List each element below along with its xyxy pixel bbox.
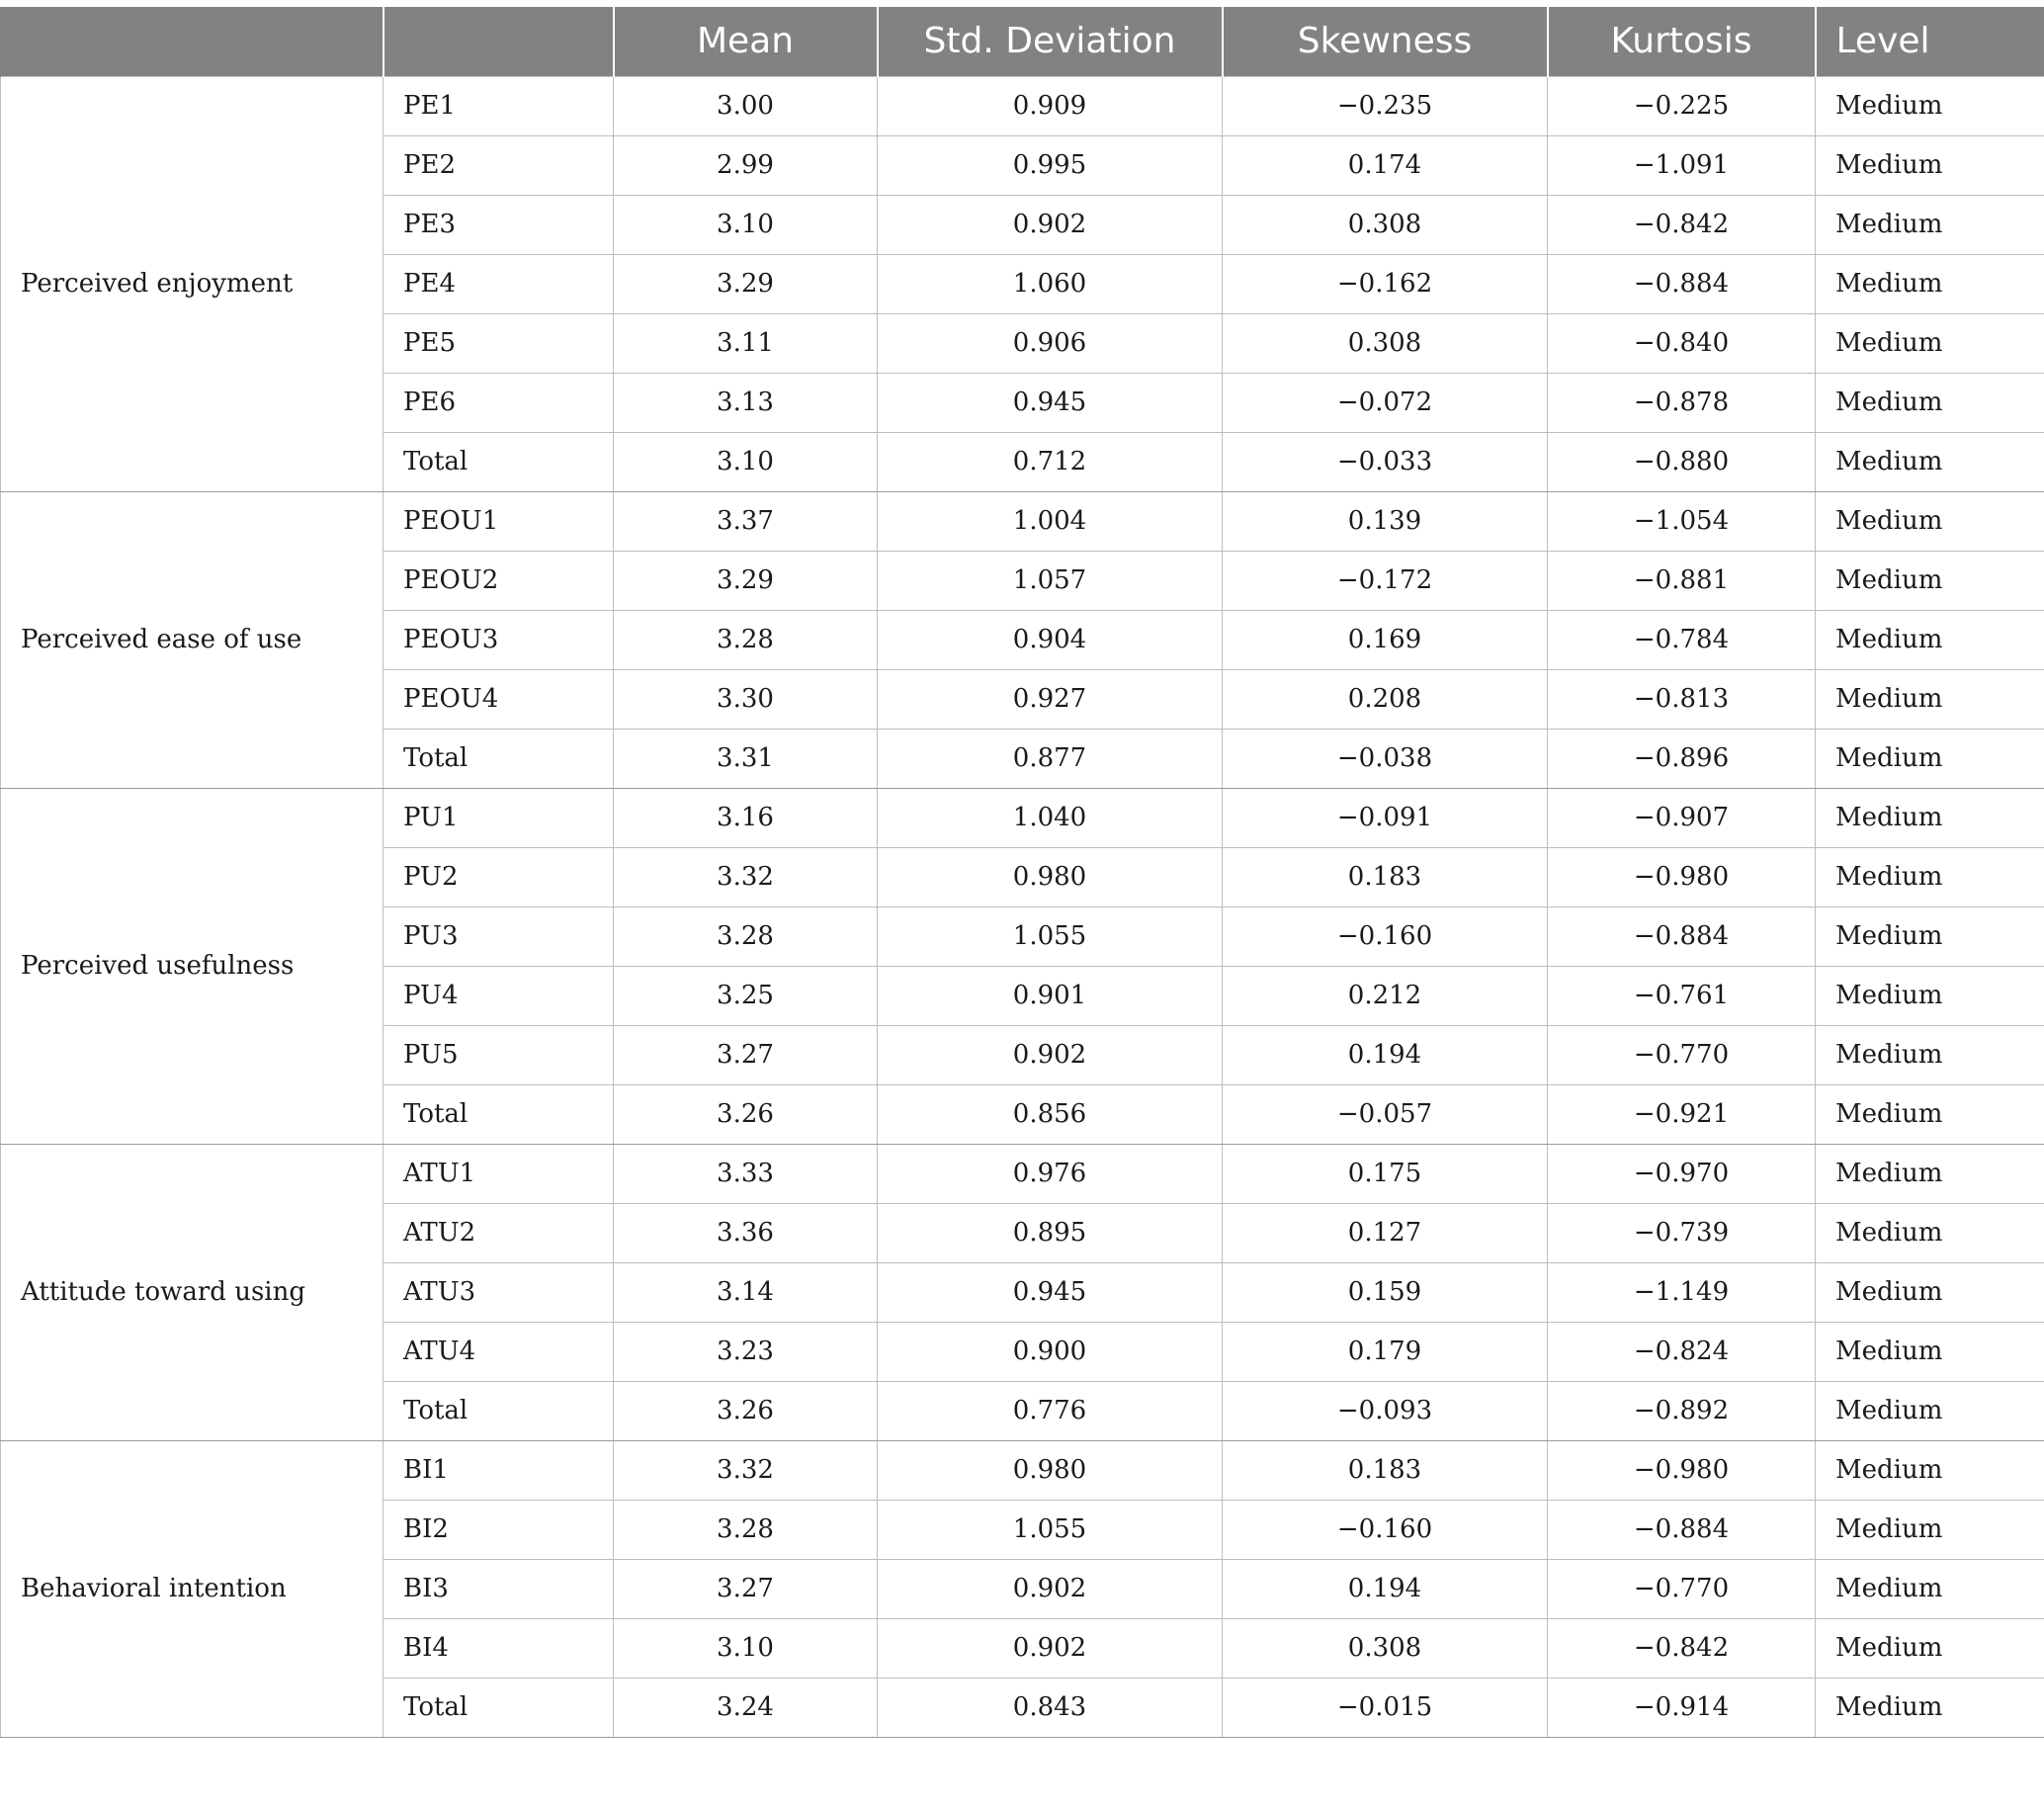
item-cell: PE5: [383, 313, 614, 373]
std-deviation-cell: 0.900: [878, 1322, 1223, 1381]
std-deviation-cell: 1.040: [878, 788, 1223, 847]
kurtosis-cell: −1.091: [1548, 135, 1816, 195]
level-cell: Medium: [1816, 1262, 2044, 1322]
kurtosis-cell: −0.770: [1548, 1025, 1816, 1084]
mean-cell: 3.26: [614, 1084, 878, 1144]
level-cell: Medium: [1816, 1559, 2044, 1618]
skewness-cell: 0.169: [1223, 610, 1548, 669]
mean-cell: 3.23: [614, 1322, 878, 1381]
mean-cell: 3.27: [614, 1559, 878, 1618]
kurtosis-cell: −0.921: [1548, 1084, 1816, 1144]
std-deviation-cell: 0.904: [878, 610, 1223, 669]
kurtosis-cell: −0.884: [1548, 1500, 1816, 1559]
mean-cell: 3.29: [614, 551, 878, 610]
kurtosis-cell: −0.884: [1548, 906, 1816, 966]
skewness-cell: 0.127: [1223, 1203, 1548, 1262]
item-cell: PEOU3: [383, 610, 614, 669]
descriptive-statistics-table: [0, 7, 2044, 1738]
level-cell: Medium: [1816, 313, 2044, 373]
mean-cell: 3.10: [614, 195, 878, 254]
mean-cell: 3.32: [614, 1440, 878, 1500]
level-cell: Medium: [1816, 1381, 2044, 1440]
header-construct: [1, 7, 383, 76]
header-level: Level: [1816, 7, 2044, 76]
std-deviation-cell: 0.906: [878, 313, 1223, 373]
skewness-cell: 0.159: [1223, 1262, 1548, 1322]
std-deviation-cell: 0.980: [878, 847, 1223, 906]
std-deviation-cell: 0.902: [878, 1559, 1223, 1618]
skewness-cell: −0.235: [1223, 76, 1548, 135]
std-deviation-cell: 0.976: [878, 1144, 1223, 1203]
skewness-cell: −0.172: [1223, 551, 1548, 610]
mean-cell: 3.11: [614, 313, 878, 373]
construct-cell: Behavioral intention: [1, 1440, 383, 1737]
skewness-cell: −0.072: [1223, 373, 1548, 432]
level-cell: Medium: [1816, 906, 2044, 966]
level-cell: Medium: [1816, 1500, 2044, 1559]
skewness-cell: 0.175: [1223, 1144, 1548, 1203]
kurtosis-cell: −0.824: [1548, 1322, 1816, 1381]
level-cell: Medium: [1816, 1440, 2044, 1500]
level-cell: Medium: [1816, 491, 2044, 551]
skewness-cell: 0.139: [1223, 491, 1548, 551]
mean-cell: 3.31: [614, 729, 878, 788]
kurtosis-cell: −0.770: [1548, 1559, 1816, 1618]
level-cell: Medium: [1816, 76, 2044, 135]
level-cell: Medium: [1816, 669, 2044, 729]
table-body: [1, 76, 2044, 1737]
skewness-cell: 0.174: [1223, 135, 1548, 195]
kurtosis-cell: −0.878: [1548, 373, 1816, 432]
std-deviation-cell: 1.060: [878, 254, 1223, 313]
construct-cell: Perceived usefulness: [1, 788, 383, 1144]
mean-cell: 3.29: [614, 254, 878, 313]
item-cell: BI1: [383, 1440, 614, 1500]
skewness-cell: 0.308: [1223, 1618, 1548, 1678]
mean-cell: 3.24: [614, 1678, 878, 1737]
header-kurtosis: Kurtosis: [1548, 7, 1816, 76]
level-cell: Medium: [1816, 195, 2044, 254]
level-cell: Medium: [1816, 432, 2044, 491]
kurtosis-cell: −0.880: [1548, 432, 1816, 491]
table-row: [1, 491, 2044, 551]
item-cell: Total: [383, 729, 614, 788]
item-cell: BI4: [383, 1618, 614, 1678]
std-deviation-cell: 0.902: [878, 1025, 1223, 1084]
level-cell: Medium: [1816, 847, 2044, 906]
item-cell: Total: [383, 432, 614, 491]
skewness-cell: 0.194: [1223, 1559, 1548, 1618]
std-deviation-cell: 0.945: [878, 373, 1223, 432]
mean-cell: 3.13: [614, 373, 878, 432]
kurtosis-cell: −0.980: [1548, 1440, 1816, 1500]
std-deviation-cell: 0.980: [878, 1440, 1223, 1500]
std-deviation-cell: 0.902: [878, 1618, 1223, 1678]
mean-cell: 3.28: [614, 610, 878, 669]
kurtosis-cell: −0.739: [1548, 1203, 1816, 1262]
item-cell: Total: [383, 1678, 614, 1737]
kurtosis-cell: −0.784: [1548, 610, 1816, 669]
mean-cell: 3.30: [614, 669, 878, 729]
mean-cell: 3.10: [614, 432, 878, 491]
skewness-cell: 0.208: [1223, 669, 1548, 729]
level-cell: Medium: [1816, 1025, 2044, 1084]
construct-cell: Perceived enjoyment: [1, 76, 383, 491]
std-deviation-cell: 0.712: [878, 432, 1223, 491]
mean-cell: 3.36: [614, 1203, 878, 1262]
mean-cell: 2.99: [614, 135, 878, 195]
skewness-cell: 0.308: [1223, 195, 1548, 254]
std-deviation-cell: 1.057: [878, 551, 1223, 610]
kurtosis-cell: −1.149: [1548, 1262, 1816, 1322]
std-deviation-cell: 1.004: [878, 491, 1223, 551]
kurtosis-cell: −0.884: [1548, 254, 1816, 313]
item-cell: PE2: [383, 135, 614, 195]
kurtosis-cell: −0.892: [1548, 1381, 1816, 1440]
table-row: [1, 1144, 2044, 1203]
skewness-cell: −0.093: [1223, 1381, 1548, 1440]
kurtosis-cell: −0.225: [1548, 76, 1816, 135]
kurtosis-cell: −0.840: [1548, 313, 1816, 373]
item-cell: ATU3: [383, 1262, 614, 1322]
skewness-cell: −0.160: [1223, 906, 1548, 966]
kurtosis-cell: −0.842: [1548, 1618, 1816, 1678]
skewness-cell: −0.057: [1223, 1084, 1548, 1144]
item-cell: PEOU4: [383, 669, 614, 729]
level-cell: Medium: [1816, 729, 2044, 788]
std-deviation-cell: 0.909: [878, 76, 1223, 135]
level-cell: Medium: [1816, 788, 2044, 847]
std-deviation-cell: 0.843: [878, 1678, 1223, 1737]
item-cell: Total: [383, 1084, 614, 1144]
level-cell: Medium: [1816, 254, 2044, 313]
header-mean: Mean: [614, 7, 878, 76]
skewness-cell: −0.091: [1223, 788, 1548, 847]
mean-cell: 3.33: [614, 1144, 878, 1203]
item-cell: PU4: [383, 966, 614, 1025]
item-cell: PEOU2: [383, 551, 614, 610]
table-row: [1, 1440, 2044, 1500]
mean-cell: 3.16: [614, 788, 878, 847]
item-cell: PE1: [383, 76, 614, 135]
skewness-cell: 0.308: [1223, 313, 1548, 373]
item-cell: Total: [383, 1381, 614, 1440]
table-row: [1, 788, 2044, 847]
construct-cell: Perceived ease of use: [1, 491, 383, 788]
skewness-cell: −0.038: [1223, 729, 1548, 788]
std-deviation-cell: 0.927: [878, 669, 1223, 729]
mean-cell: 3.32: [614, 847, 878, 906]
std-deviation-cell: 0.945: [878, 1262, 1223, 1322]
level-cell: Medium: [1816, 1144, 2044, 1203]
level-cell: Medium: [1816, 1084, 2044, 1144]
item-cell: PE4: [383, 254, 614, 313]
mean-cell: 3.28: [614, 1500, 878, 1559]
mean-cell: 3.14: [614, 1262, 878, 1322]
kurtosis-cell: −0.970: [1548, 1144, 1816, 1203]
item-cell: BI2: [383, 1500, 614, 1559]
mean-cell: 3.27: [614, 1025, 878, 1084]
std-deviation-cell: 0.902: [878, 195, 1223, 254]
level-cell: Medium: [1816, 1203, 2044, 1262]
item-cell: PU3: [383, 906, 614, 966]
item-cell: ATU2: [383, 1203, 614, 1262]
std-deviation-cell: 0.877: [878, 729, 1223, 788]
mean-cell: 3.00: [614, 76, 878, 135]
skewness-cell: −0.033: [1223, 432, 1548, 491]
item-cell: PU2: [383, 847, 614, 906]
skewness-cell: 0.183: [1223, 1440, 1548, 1500]
level-cell: Medium: [1816, 1322, 2044, 1381]
item-cell: BI3: [383, 1559, 614, 1618]
level-cell: Medium: [1816, 551, 2044, 610]
kurtosis-cell: −0.761: [1548, 966, 1816, 1025]
kurtosis-cell: −1.054: [1548, 491, 1816, 551]
header-row: [1, 7, 2044, 76]
skewness-cell: 0.183: [1223, 847, 1548, 906]
header-std-deviation: Std. Deviation: [878, 7, 1223, 76]
table-row: [1, 76, 2044, 135]
mean-cell: 3.37: [614, 491, 878, 551]
skewness-cell: 0.194: [1223, 1025, 1548, 1084]
item-cell: ATU1: [383, 1144, 614, 1203]
kurtosis-cell: −0.896: [1548, 729, 1816, 788]
mean-cell: 3.26: [614, 1381, 878, 1440]
level-cell: Medium: [1816, 1618, 2044, 1678]
std-deviation-cell: 0.776: [878, 1381, 1223, 1440]
mean-cell: 3.10: [614, 1618, 878, 1678]
mean-cell: 3.25: [614, 966, 878, 1025]
skewness-cell: 0.179: [1223, 1322, 1548, 1381]
skewness-cell: −0.160: [1223, 1500, 1548, 1559]
kurtosis-cell: −0.907: [1548, 788, 1816, 847]
mean-cell: 3.28: [614, 906, 878, 966]
skewness-cell: −0.162: [1223, 254, 1548, 313]
skewness-cell: 0.212: [1223, 966, 1548, 1025]
std-deviation-cell: 1.055: [878, 906, 1223, 966]
std-deviation-cell: 0.995: [878, 135, 1223, 195]
kurtosis-cell: −0.980: [1548, 847, 1816, 906]
item-cell: PEOU1: [383, 491, 614, 551]
kurtosis-cell: −0.813: [1548, 669, 1816, 729]
level-cell: Medium: [1816, 1678, 2044, 1737]
item-cell: ATU4: [383, 1322, 614, 1381]
level-cell: Medium: [1816, 135, 2044, 195]
header-skewness: Skewness: [1223, 7, 1548, 76]
item-cell: PE3: [383, 195, 614, 254]
std-deviation-cell: 0.901: [878, 966, 1223, 1025]
std-deviation-cell: 0.856: [878, 1084, 1223, 1144]
item-cell: PE6: [383, 373, 614, 432]
std-deviation-cell: 0.895: [878, 1203, 1223, 1262]
std-deviation-cell: 1.055: [878, 1500, 1223, 1559]
kurtosis-cell: −0.914: [1548, 1678, 1816, 1737]
level-cell: Medium: [1816, 610, 2044, 669]
header-item: [383, 7, 614, 76]
construct-cell: Attitude toward using: [1, 1144, 383, 1440]
level-cell: Medium: [1816, 373, 2044, 432]
kurtosis-cell: −0.881: [1548, 551, 1816, 610]
item-cell: PU5: [383, 1025, 614, 1084]
item-cell: PU1: [383, 788, 614, 847]
skewness-cell: −0.015: [1223, 1678, 1548, 1737]
kurtosis-cell: −0.842: [1548, 195, 1816, 254]
level-cell: Medium: [1816, 966, 2044, 1025]
